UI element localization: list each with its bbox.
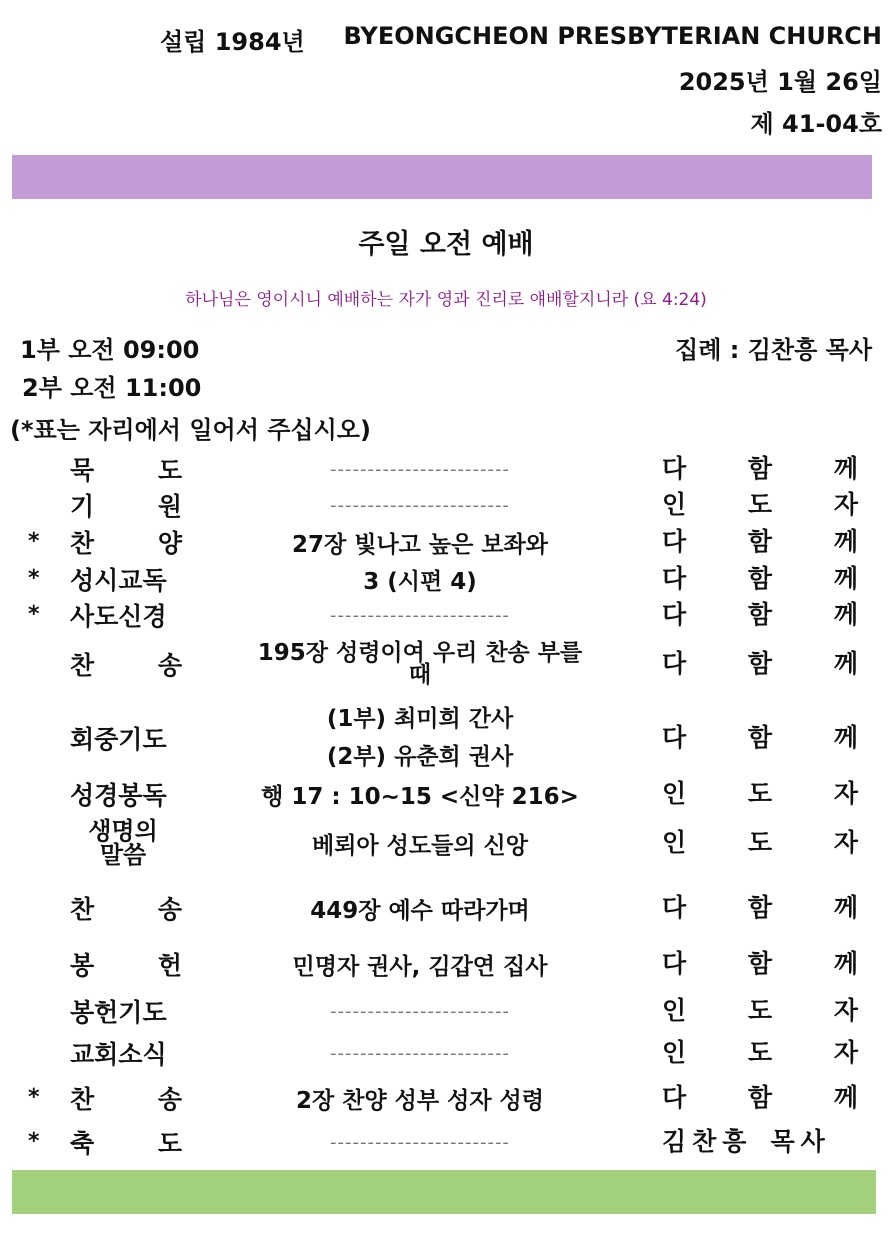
established-year: 설립 1984년 (160, 28, 305, 56)
order-item-content-line: 2장 찬양 성부 성자 성령 (296, 1087, 544, 1114)
order-item-name-part: 원 (157, 492, 182, 521)
order-item-content-line: (2부) 유춘희 권사 (326, 744, 514, 770)
order-item-content (220, 777, 620, 811)
order-item-name (70, 888, 182, 928)
order-item-leader-part: 께 (833, 454, 858, 483)
order-item-content (220, 562, 620, 596)
order-item-name (70, 488, 182, 522)
order-item-content-line: 27장 빛나고 높은 보좌와 (292, 531, 548, 558)
order-item-leader-part: 다 (662, 600, 687, 629)
order-item-name-part: 도 (157, 456, 182, 485)
order-item-leader-part: 다 (662, 649, 687, 678)
order-item-name (70, 700, 182, 776)
order-item-name-part: 봉헌기도 (70, 998, 167, 1027)
order-item-leader (662, 488, 858, 522)
order-item-name-part: 찬 (70, 529, 95, 558)
order-item-name (70, 777, 182, 811)
order-item-leader-part: 인 (662, 1038, 687, 1067)
order-item-leader (662, 700, 858, 776)
order-item-name (70, 944, 182, 984)
order-item-name (70, 1081, 182, 1115)
order-item-content (220, 944, 620, 984)
order-item-leader-part: 다 (662, 893, 687, 922)
order-item-content (220, 888, 620, 928)
order-item-name-part: 교회소식 (70, 1040, 167, 1069)
order-item-name (70, 452, 182, 486)
order-item-leader-part: 함 (747, 949, 773, 978)
order-item-content-line: 행 17 : 10~15 <신약 216> (261, 783, 579, 810)
order-row (0, 994, 892, 1028)
order-item-leader (662, 636, 858, 692)
order-item-name-part: 봉 (70, 951, 95, 980)
order-item-content (220, 700, 620, 776)
order-item-leader (662, 1124, 858, 1160)
order-item-leader-part: 다 (662, 454, 687, 483)
order-item-leader-part: 께 (833, 564, 858, 593)
standing-marker: * (28, 602, 40, 627)
order-item-name-part: 묵 (70, 456, 95, 485)
order-item-content (220, 636, 620, 692)
order-item-content (220, 452, 620, 486)
order-item-content (220, 1124, 620, 1160)
order-item-name-part: 기 (70, 492, 95, 521)
order-item-content-line: ------------------------ (330, 604, 510, 626)
officiant: 집례 : 김찬흥 목사 (675, 336, 872, 364)
order-item-leader-part: 다 (662, 564, 687, 593)
order-row (0, 888, 892, 928)
order-item-leader (662, 1036, 858, 1070)
order-item-name (70, 636, 182, 692)
order-item-content-line: 449장 예수 따라가며 (310, 897, 530, 924)
order-item-leader-part: 께 (833, 949, 858, 978)
order-item-leader (662, 888, 858, 928)
order-item-leader-part: 함 (747, 649, 773, 678)
order-item-leader (662, 562, 858, 596)
order-item-leader-part: 자 (833, 828, 858, 857)
order-item-leader-part: 께 (833, 1083, 858, 1112)
order-item-name (70, 525, 182, 559)
order-item-name-part: 말씀 (99, 841, 147, 869)
order-item-leader-part: 함 (747, 527, 773, 556)
order-item-leader (662, 525, 858, 559)
order-item-content-line: (1부) 최미희 간사 (326, 706, 514, 732)
first-service-time: 1부 오전 09:00 (20, 336, 200, 364)
order-row (0, 488, 892, 522)
order-row (0, 525, 892, 559)
order-item-name-part: 송 (157, 895, 182, 924)
order-item-leader-part: 께 (833, 893, 858, 922)
order-row (0, 814, 892, 872)
order-item-leader-part: 께 (833, 527, 858, 556)
order-item-leader-part: 인 (662, 490, 687, 519)
order-row (0, 1081, 892, 1115)
order-item-leader (662, 994, 858, 1028)
order-row (0, 944, 892, 984)
order-item-name-part: 송 (157, 651, 182, 680)
order-row (0, 777, 892, 811)
order-item-leader-part: 다 (662, 723, 687, 752)
order-item-content-line: ------------------------ (330, 1000, 510, 1022)
order-item-name (70, 1036, 182, 1070)
order-item-content (220, 488, 620, 522)
order-item-leader-part: 김찬흥 (662, 1127, 753, 1156)
order-item-leader-part: 다 (662, 527, 687, 556)
order-item-content (220, 598, 620, 632)
bulletin-date: 2025년 1월 26일 (678, 68, 882, 96)
order-item-name (70, 1124, 182, 1160)
order-item-leader-part: 인 (662, 779, 687, 808)
order-item-leader (662, 814, 858, 872)
standing-marker: * (28, 1129, 40, 1154)
order-item-leader (662, 1081, 858, 1115)
order-item-name-part: 축 (70, 1129, 95, 1158)
order-item-name (78, 814, 168, 872)
order-item-name-part: 생명의 (88, 817, 158, 845)
order-item-leader-part: 도 (747, 1038, 773, 1067)
order-row (0, 598, 892, 632)
order-item-leader (662, 452, 858, 486)
order-item-leader-part: 함 (747, 564, 773, 593)
order-item-leader-part: 께 (833, 723, 858, 752)
order-item-leader-part: 자 (833, 1038, 858, 1067)
order-item-leader-part: 께 (833, 649, 858, 678)
order-item-name-part: 도 (157, 1129, 182, 1158)
standing-note: (*표는 자리에서 일어서 주십시오) (10, 416, 371, 444)
order-item-name-part: 찬 (70, 1085, 95, 1114)
order-item-leader-part: 도 (747, 996, 773, 1025)
order-item-leader-part: 다 (662, 949, 687, 978)
order-item-leader-part: 자 (833, 779, 858, 808)
order-item-leader-part: 도 (747, 828, 773, 857)
issue-number: 제 41-04호 (750, 110, 882, 138)
order-item-content-line: 민명자 권사, 김갑연 집사 (292, 953, 548, 980)
order-item-leader-part: 께 (833, 600, 858, 629)
bottom-color-band (12, 1170, 876, 1214)
order-item-content (220, 994, 620, 1028)
order-item-leader (662, 777, 858, 811)
order-row (0, 636, 892, 692)
order-item-name (70, 562, 182, 596)
order-row (0, 700, 892, 776)
order-item-content-line: 3 (시편 4) (363, 568, 477, 595)
order-item-content (220, 1036, 620, 1070)
order-item-leader-part: 함 (747, 600, 773, 629)
order-row (0, 562, 892, 596)
church-name: BYEONGCHEON PRESBYTERIAN CHURCH (343, 22, 882, 50)
order-item-leader-part: 함 (747, 723, 773, 752)
order-item-content-line: 베뢰아 성도들의 신앙 (312, 832, 528, 859)
standing-marker: * (28, 529, 40, 554)
order-row (0, 1036, 892, 1070)
second-service-time: 2부 오전 11:00 (22, 374, 202, 402)
top-color-band (12, 155, 872, 199)
order-item-leader-part: 다 (662, 1083, 687, 1112)
order-item-content-line: ------------------------ (330, 1131, 510, 1153)
order-item-content-line: ------------------------ (330, 494, 510, 516)
order-item-name-part: 헌 (157, 951, 182, 980)
order-item-name (70, 994, 182, 1028)
order-item-leader-part: 목사 (770, 1127, 831, 1156)
standing-marker: * (28, 1085, 40, 1110)
order-item-name-part: 찬 (70, 895, 95, 924)
order-item-leader-part: 도 (747, 779, 773, 808)
order-item-leader-part: 인 (662, 828, 687, 857)
order-item-name-part: 성경봉독 (70, 781, 167, 810)
order-item-name-part: 성시교독 (70, 566, 167, 595)
scripture-verse: 하나님은 영이시니 예배하는 자가 영과 진리로 얘배할지니라 (요 4:24) (185, 290, 707, 310)
order-item-content (220, 814, 620, 872)
order-item-content-line: 때 (408, 662, 432, 688)
order-item-content-line: ------------------------ (330, 1042, 510, 1064)
order-item-name-part: 사도신경 (70, 602, 167, 631)
order-row (0, 1124, 892, 1160)
order-row (0, 452, 892, 486)
order-item-content (220, 1081, 620, 1115)
order-item-name (70, 598, 182, 632)
standing-marker: * (28, 566, 40, 591)
order-item-leader (662, 598, 858, 632)
order-item-leader-part: 함 (747, 1083, 773, 1112)
order-item-name-part: 양 (157, 529, 182, 558)
order-item-leader-part: 함 (747, 893, 773, 922)
service-title: 주일 오전 예배 (358, 229, 534, 260)
order-item-name-part: 회중기도 (70, 725, 167, 754)
order-item-leader (662, 944, 858, 984)
order-item-content-line: ------------------------ (330, 458, 510, 480)
order-item-leader-part: 함 (747, 454, 773, 483)
order-item-name-part: 송 (157, 1085, 182, 1114)
order-item-content-line: 195장 성령이여 우리 찬송 부를 (257, 640, 583, 666)
order-item-leader-part: 자 (833, 996, 858, 1025)
order-item-leader-part: 인 (662, 996, 687, 1025)
order-item-leader-part: 자 (833, 490, 858, 519)
order-item-leader-part: 도 (747, 490, 773, 519)
order-item-name-part: 찬 (70, 651, 95, 680)
order-item-content (220, 525, 620, 559)
